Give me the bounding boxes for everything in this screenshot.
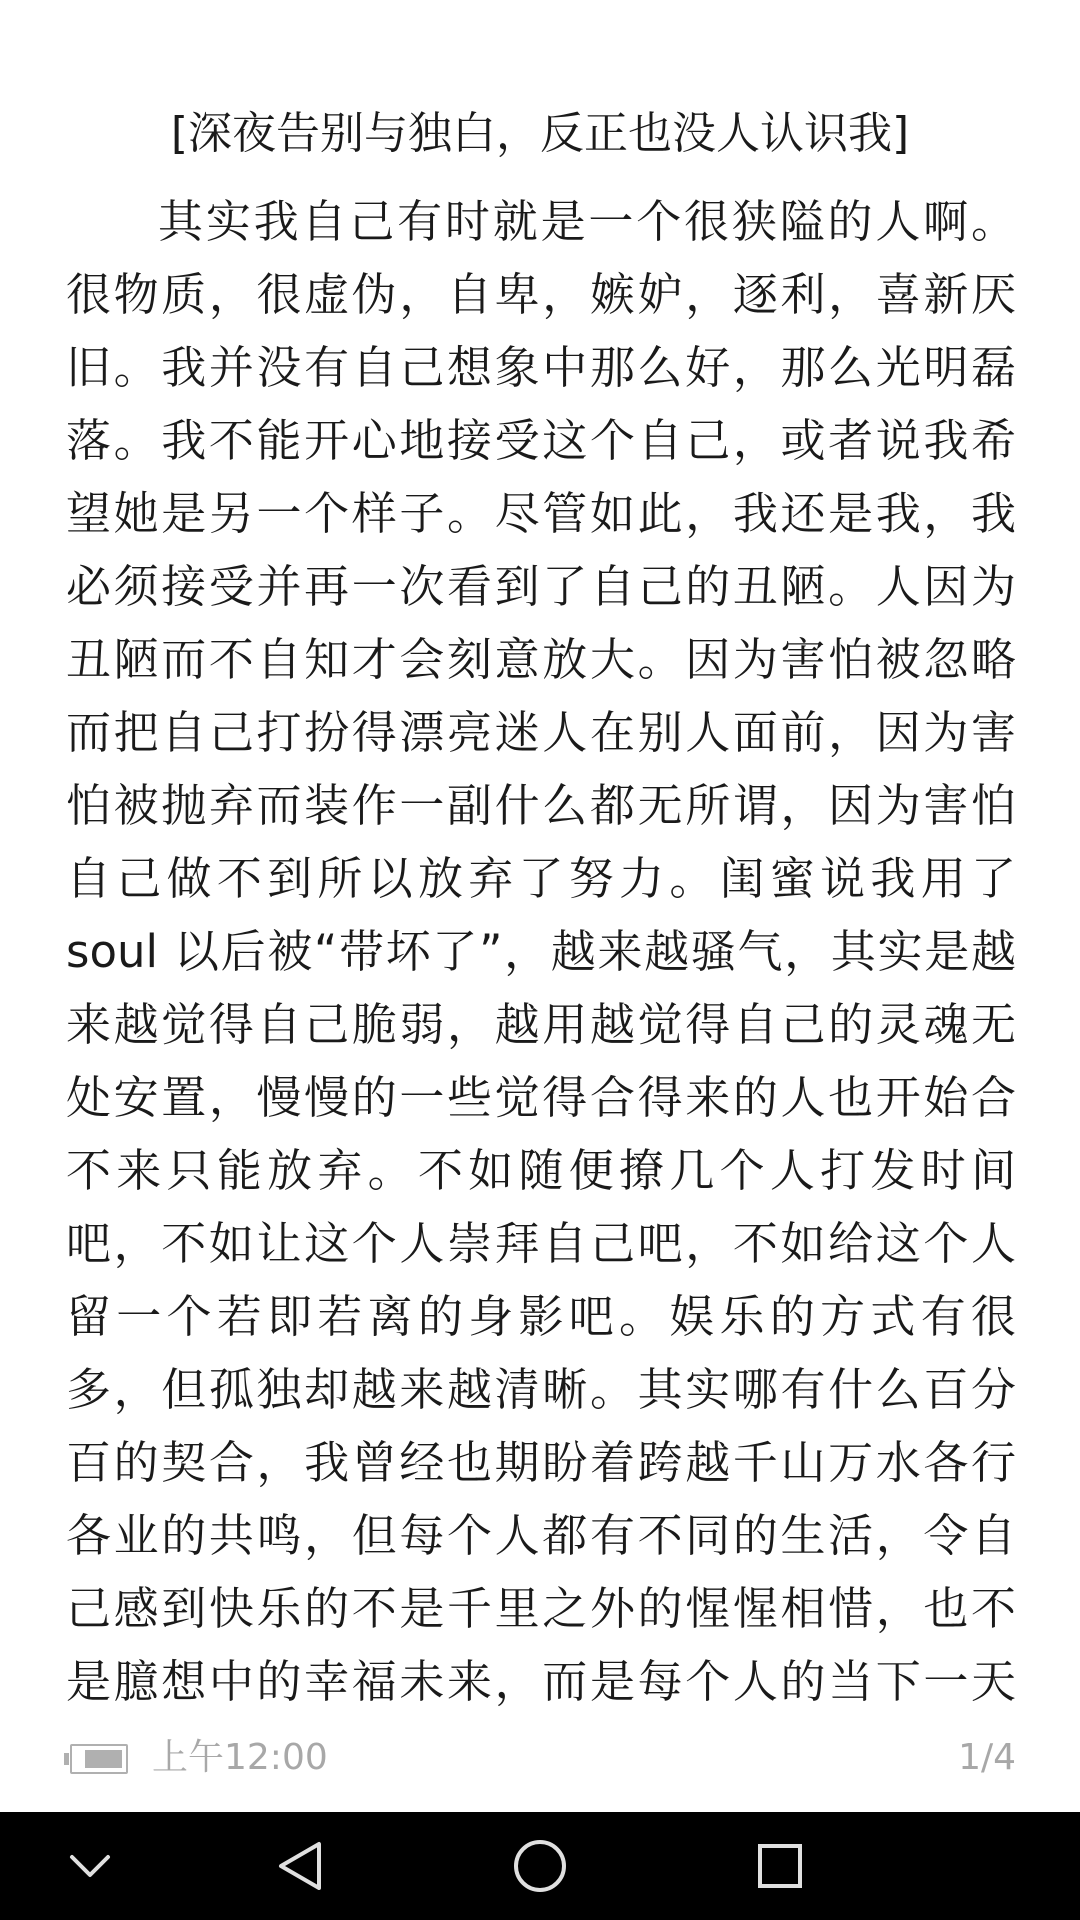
recents-button[interactable] <box>740 1826 820 1906</box>
text-line: 必须接受并再一次看到了自己的丑陋。人因为 <box>66 560 1016 613</box>
text-line: 望她是另一个样子。尽管如此，我还是我，我 <box>66 487 1016 540</box>
text-line: 其实我自己有时就是一个很狭隘的人啊。 <box>158 195 1016 248</box>
text-line: 来越觉得自己脆弱，越用越觉得自己的灵魂无 <box>66 998 1016 1051</box>
text-line: 不来只能放弃。不如随便撩几个人打发时间 <box>66 1144 1016 1197</box>
text-line: 多，但孤独却越来越清晰。其实哪有什么百分 <box>66 1363 1016 1416</box>
battery-body <box>70 1744 128 1774</box>
text-line: 留一个若即若离的身影吧。娱乐的方式有很 <box>66 1290 1016 1343</box>
text-line: 很物质，很虚伪，自卑，嫉妒，逐利，喜新厌 <box>66 268 1016 321</box>
text-line: 丑陋而不自知才会刻意放大。因为害怕被忽略 <box>66 633 1016 686</box>
text-line: 旧。我并没有自己想象中那么好，那么光明磊 <box>66 341 1016 394</box>
page-indicator: 1/4 <box>958 1737 1016 1778</box>
text-line: 各业的共鸣，但每个人都有不同的生活，令自 <box>66 1509 1016 1562</box>
chapter-body <box>66 185 1016 1718</box>
collapse-button[interactable] <box>50 1826 130 1906</box>
text-line: 己感到快乐的不是千里之外的惺惺相惜，也不 <box>66 1582 1016 1635</box>
battery-cap <box>64 1753 69 1765</box>
battery-icon <box>64 1744 128 1774</box>
battery-fill <box>85 1750 122 1768</box>
square-recents-icon <box>755 1841 805 1891</box>
back-button[interactable] <box>260 1826 340 1906</box>
text-line: 百的契合，我曾经也期盼着跨越千山万水各行 <box>66 1436 1016 1489</box>
text-line: 而把自己打扮得漂亮迷人在别人面前，因为害 <box>66 706 1016 759</box>
clock-time: 上午12:00 <box>152 1737 328 1778</box>
text-line: 处安置，慢慢的一些觉得合得来的人也开始合 <box>66 1071 1016 1124</box>
text-line: soul 以后被“带坏了”，越来越骚气，其实是越 <box>66 925 1016 978</box>
chapter-title: [深夜告别与独白，反正也没人认识我] <box>170 108 910 159</box>
chevron-down-icon <box>68 1851 112 1881</box>
reader-status-bar <box>0 1730 1080 1786</box>
text-line: 吧，不如让这个人崇拜自己吧，不如给这个人 <box>66 1217 1016 1270</box>
text-line: 是臆想中的幸福未来，而是每个人的当下一天 <box>66 1655 1016 1708</box>
system-navigation-bar <box>0 1812 1080 1920</box>
triangle-back-icon <box>275 1839 325 1893</box>
text-line: 怕被抛弃而装作一副什么都无所谓，因为害怕 <box>66 779 1016 832</box>
circle-home-icon <box>512 1838 568 1894</box>
home-button[interactable] <box>500 1826 580 1906</box>
text-line: 自己做不到所以放弃了努力。闺蜜说我用了 <box>66 852 1016 905</box>
text-line: 落。我不能开心地接受这个自己，或者说我希 <box>66 414 1016 467</box>
